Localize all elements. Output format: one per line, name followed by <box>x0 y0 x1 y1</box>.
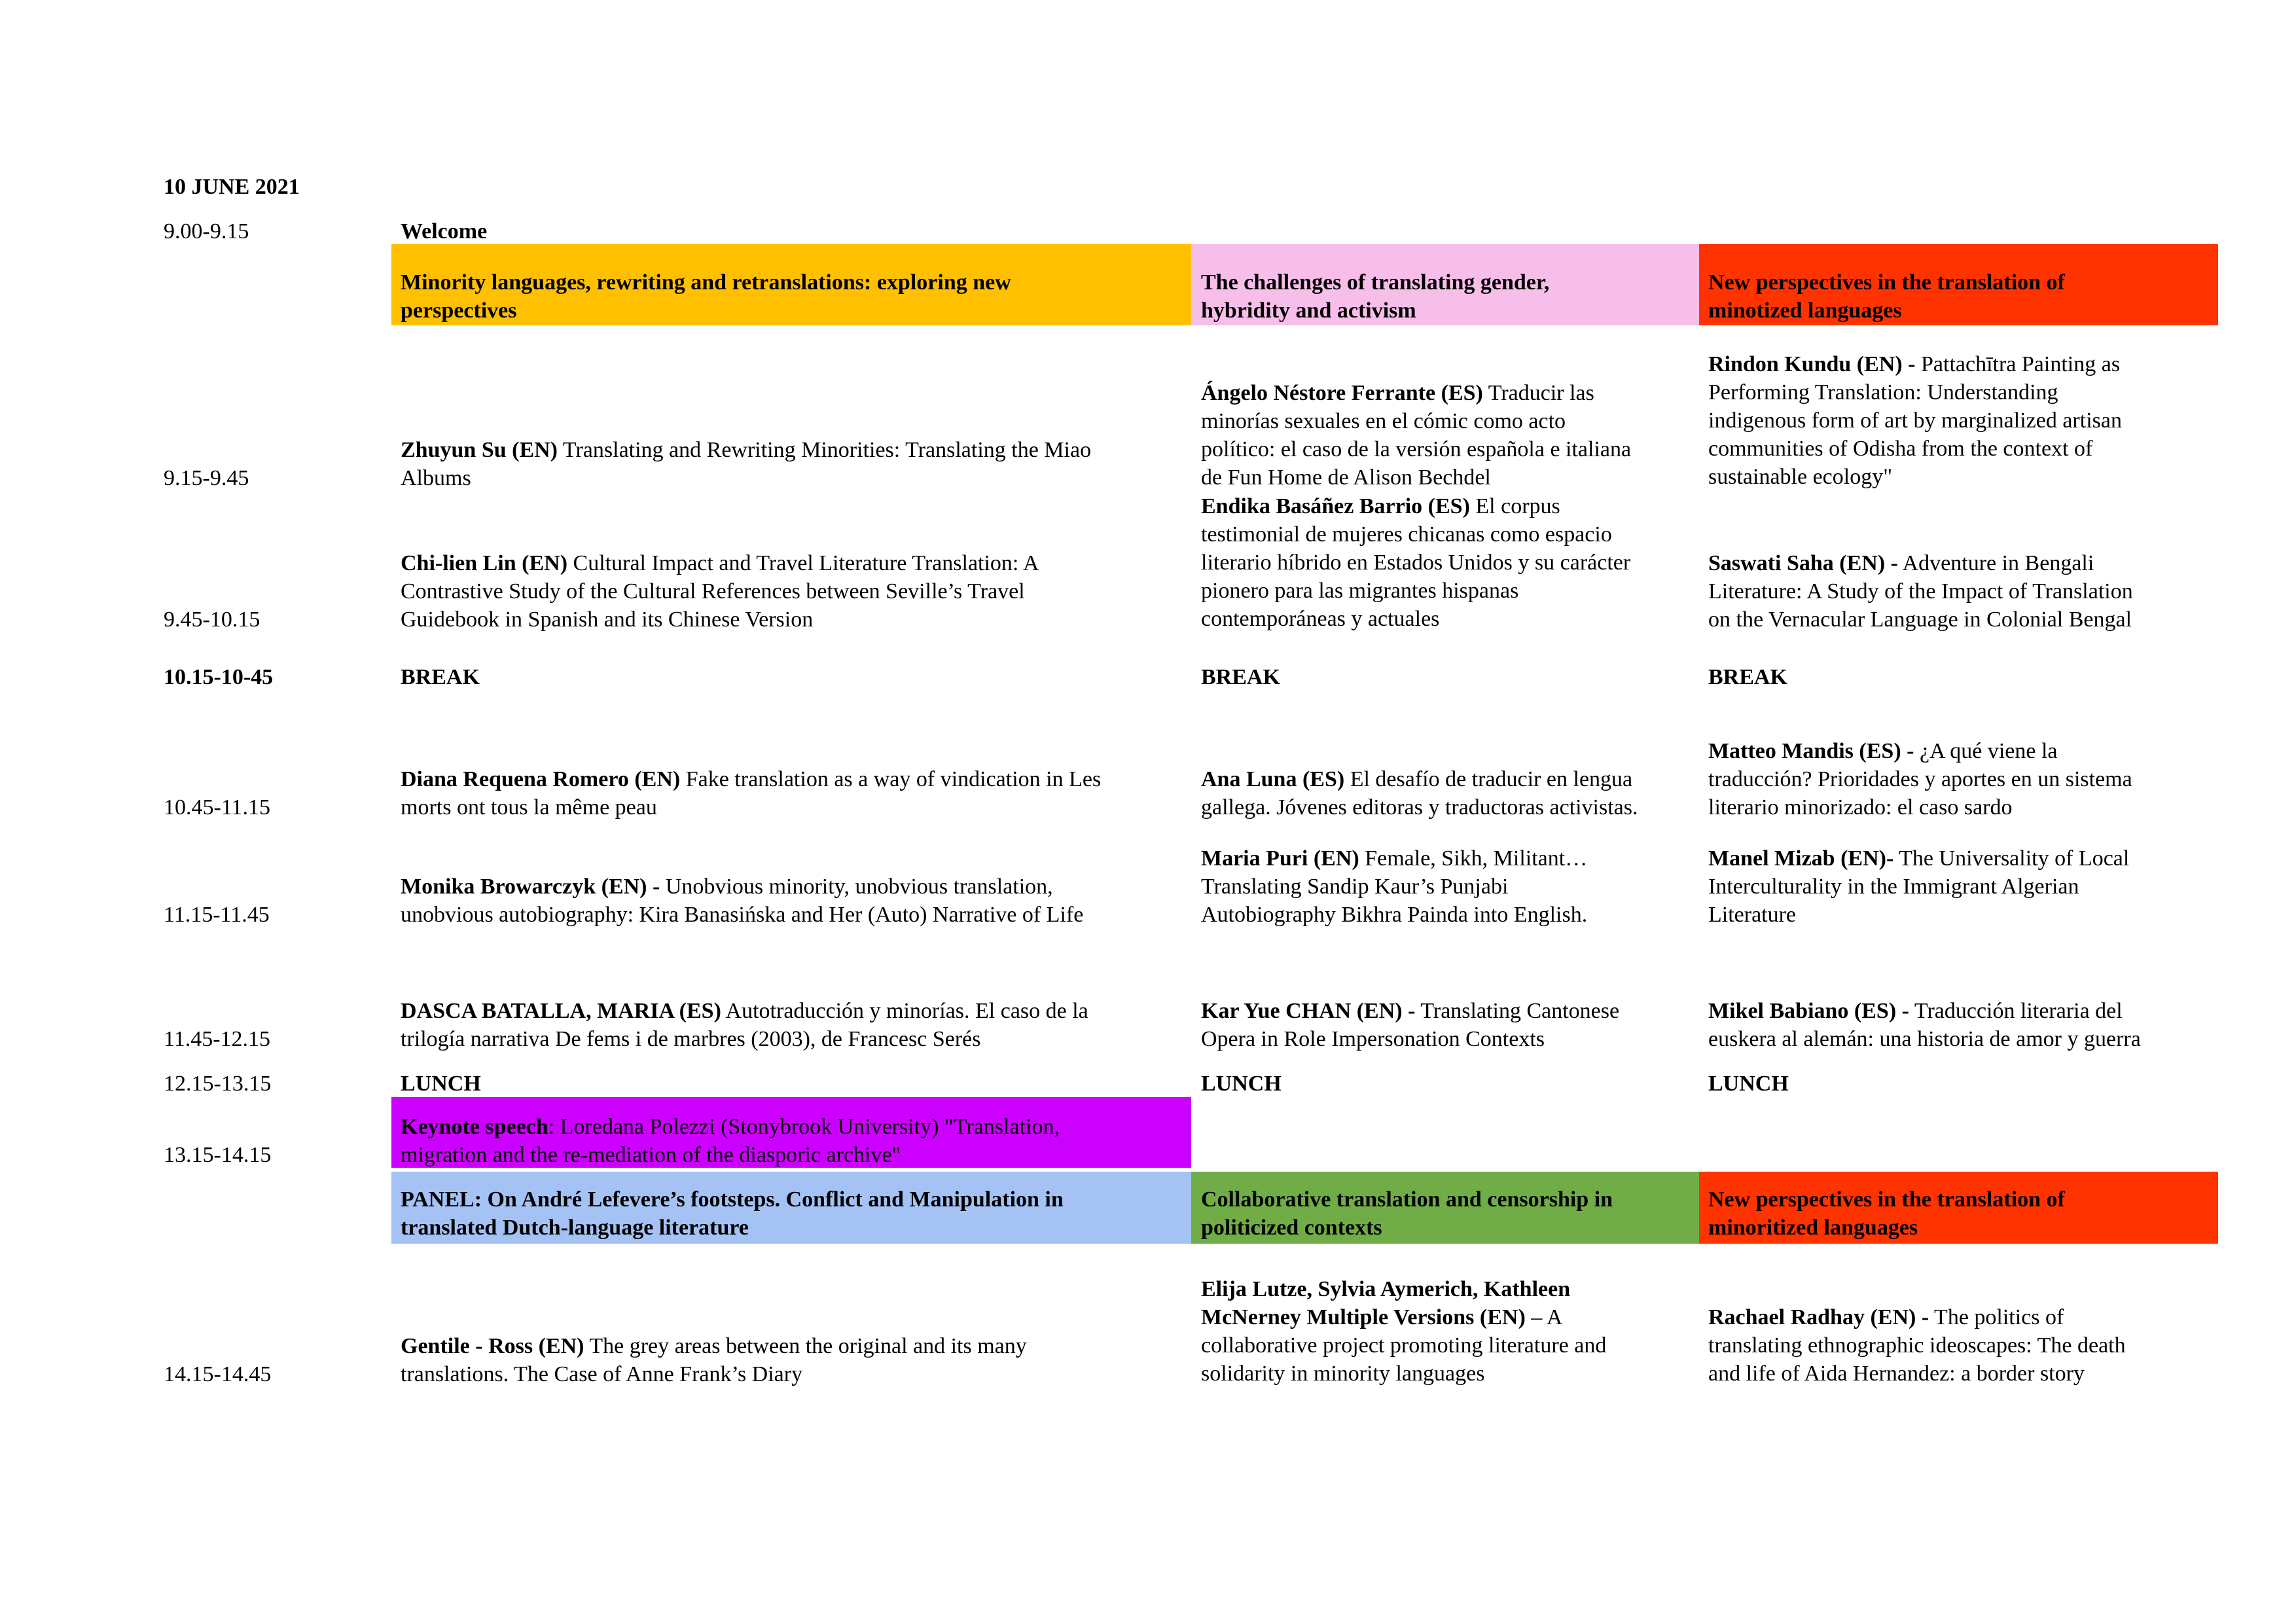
time-slot: 10.45-11.15 <box>164 795 271 820</box>
talk-monika-browarczyk: Monika Browarczyk (EN) - Unobvious minority, unobvious translation, unobvious autobiography: Kira Banasińska and Her (Auto) Narrative of Life <box>401 875 1084 927</box>
lunch-label: LUNCH <box>401 1072 481 1096</box>
time-slot: 11.15-11.45 <box>164 903 270 927</box>
welcome-label: Welcome <box>401 219 488 244</box>
break-label: BREAK <box>1201 665 1280 689</box>
time-slot: 9.00-9.15 <box>164 219 249 244</box>
time-slot: 9.15-9.45 <box>164 466 249 490</box>
schedule-date: 10 JUNE 2021 <box>164 175 300 199</box>
time-slot: 11.45-12.15 <box>164 1027 271 1051</box>
panel-title-collaborative-translation: Collaborative translation and censorship in politicized contexts <box>1201 1187 1613 1240</box>
talk-matteo-mandis: Matteo Mandis (ES) - ¿A qué viene la traducción? Prioridades y aportes en un sistema literario minorizado: el caso sardo <box>1708 739 2132 820</box>
talk-angelo-nestore-ferrante: Ángelo Néstore Ferrante (ES) Traducir las minorías sexuales en el cómic como acto político: el caso de la versión española e italiana de Fun Home de Alison Bechdel <box>1201 381 1632 490</box>
time-slot: 10.15-10-45 <box>164 665 274 689</box>
lunch-label: LUNCH <box>1201 1072 1282 1096</box>
panel-title-gender-hybridity: The challenges of translating gender, hybridity and activism <box>1201 270 1550 323</box>
talk-rachael-radhay: Rachael Radhay (EN) - The politics of translating ethnographic ideoscapes: The death and life of Aida Hernandez: a border story <box>1708 1305 2126 1386</box>
talk-diana-requena-romero: Diana Requena Romero (EN) Fake translation as a way of vindication in Les morts ont tous la même peau <box>401 767 1102 820</box>
panel-title-minotized-languages: New perspectives in the translation of minotized languages <box>1708 270 2065 323</box>
talk-gentile-ross: Gentile - Ross (EN) The grey areas between the original and its many translations. The Case of Anne Frank’s Diary <box>401 1334 1027 1386</box>
talk-dasca-batalla-maria: DASCA BATALLA, MARIA (ES) Autotraducción y minorías. El caso de la trilogía narrativa De fems i de marbres (2003), de Francesc Serés <box>401 999 1088 1051</box>
panel-title-lefevere: PANEL: On André Lefevere’s footsteps. Conflict and Manipulation in translated Dutch-language literature <box>401 1187 1064 1240</box>
panel-title-minority-languages: Minority languages, rewriting and retranslations: exploring new perspectives <box>401 270 1011 323</box>
talk-endika-basanez-barrio: Endika Basáñez Barrio (ES) El corpus testimonial de mujeres chicanas como espacio literario híbrido en Estados Unidos y su carácter pionero para las migrantes hispanas contemporáneas y actuales <box>1201 494 1631 631</box>
break-label: BREAK <box>1708 665 1787 689</box>
talk-maria-puri: Maria Puri (EN) Female, Sikh, Militant… Translating Sandip Kaur’s Punjabi Autobiography Bikhra Painda into English. <box>1201 846 1588 927</box>
time-slot: 12.15-13.15 <box>164 1072 272 1096</box>
talk-chi-lien-lin: Chi-lien Lin (EN) Cultural Impact and Travel Literature Translation: A Contrastive Study of the Cultural References between Seville’s Travel Guidebook in Spanish and its Chinese Version <box>401 551 1039 632</box>
talk-kar-yue-chan: Kar Yue CHAN (EN) - Translating Cantonese Opera in Role Impersonation Contexts <box>1201 999 1620 1051</box>
talk-ana-luna: Ana Luna (ES) El desafío de traducir en lengua gallega. Jóvenes editoras y traductoras activistas. <box>1201 767 1638 820</box>
time-slot: 13.15-14.15 <box>164 1143 272 1167</box>
talk-rindon-kundu: Rindon Kundu (EN) - Pattachītra Painting as Performing Translation: Understanding indigenous form of art by marginalized artisan communities of Odisha from the context of sustainable ecology" <box>1708 352 2122 489</box>
talk-saswati-saha: Saswati Saha (EN) - Adventure in Bengali Literature: A Study of the Impact of Translation on the Vernacular Language in Colonial Bengal <box>1708 551 2133 632</box>
talk-zhuyun-su: Zhuyun Su (EN) Translating and Rewriting Minorities: Translating the Miao Albums <box>401 438 1092 490</box>
talk-mikel-babiano: Mikel Babiano (ES) - Traducción literaria del euskera al alemán: una historia de amor y guerra <box>1708 999 2141 1051</box>
talk-lutze-aymerich-mcnerney: Elija Lutze, Sylvia Aymerich, Kathleen McNerney Multiple Versions (EN) – A collaborative project promoting literature and solidarity in minority languages <box>1201 1277 1607 1386</box>
panel-title-minoritized-languages: New perspectives in the translation of minoritized languages <box>1708 1187 2065 1240</box>
time-slot: 14.15-14.45 <box>164 1362 272 1386</box>
keynote-speech: Keynote speech: Loredana Polezzi (Stonybrook University) "Translation, migration and the re-mediation of the diasporic archive" <box>401 1115 1060 1167</box>
break-label: BREAK <box>401 665 480 689</box>
lunch-label: LUNCH <box>1708 1072 1789 1096</box>
time-slot: 9.45-10.15 <box>164 607 260 632</box>
talk-manel-mizab: Manel Mizab (EN)- The Universality of Local Interculturality in the Immigrant Algerian Literature <box>1708 846 2130 927</box>
